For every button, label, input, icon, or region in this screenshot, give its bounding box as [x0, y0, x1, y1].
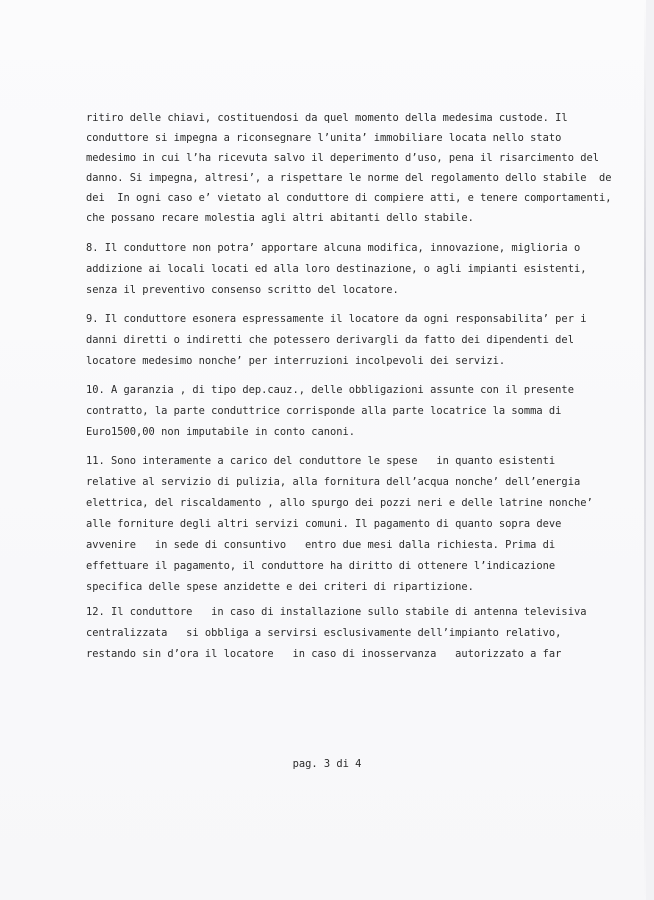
text-line: medesimo in cui l’ha ricevuta salvo il deperimento d’uso, pena il risarcimento del — [86, 152, 599, 164]
clause-11-line: effettuare il pagamento, il conduttore ha diritto di ottenere l’indicazione — [86, 560, 556, 572]
clause-8-line: addizione ai locali locati ed alla loro destinazione, o agli impianti esistenti, — [86, 263, 587, 275]
clause-9-line: 9. Il conduttore esonera espressamente il locatore da ogni responsabilita’ per i — [86, 313, 587, 325]
clause-12-line: restando sin d’ora il locatore in caso di inosservanza autorizzato a far — [86, 648, 562, 660]
clause-11-line: elettrica, del riscaldamento , allo spurgo dei pozzi neri e delle latrine nonche’ — [86, 497, 593, 509]
clause-10-line: 10. A garanzia , di tipo dep.cauz., delle obbligazioni assunte con il presente — [86, 384, 574, 396]
clause-10-line: contratto, la parte conduttrice corrisponde alla parte locatrice la somma di — [86, 405, 562, 417]
text-line: che possano recare molestia agli altri abitanti dello stabile. — [86, 212, 474, 224]
clause-9-line: locatore medesimo nonche’ per interruzioni incolpevoli dei servizi. — [86, 355, 506, 367]
clause-11-line: relative al servizio di pulizia, alla fornitura dell’acqua nonche’ dell’energia — [86, 476, 581, 488]
clause-11-line: alle forniture degli altri servizi comuni. Il pagamento di quanto sopra deve — [86, 518, 562, 530]
clause-8-line: 8. Il conduttore non potra’ apportare alcuna modifica, innovazione, miglioria o — [86, 242, 581, 254]
text-line: danno. Si impegna, altresi’, a rispettare le norme del regolamento dello stabile de — [86, 172, 612, 184]
clause-12-line: 12. Il conduttore in caso di installazione sullo stabile di antenna televisiva — [86, 606, 587, 618]
text-line: ritiro delle chiavi, costituendosi da quel momento della medesima custode. Il — [86, 112, 568, 124]
clause-11-line: 11. Sono interamente a carico del conduttore le spese in quanto esistenti — [86, 455, 556, 467]
clause-8-line: senza il preventivo consenso scritto del locatore. — [86, 284, 399, 296]
text-line: dei In ogni caso e’ vietato al conduttore di compiere atti, e tenere comportamenti, — [86, 192, 612, 204]
page-number: pag. 3 di 4 — [292, 758, 362, 770]
clause-11-line: avvenire in sede di consuntivo entro due mesi dalla richiesta. Prima di — [86, 539, 556, 551]
clause-10-line: Euro1500,00 non imputabile in conto canoni. — [86, 426, 355, 438]
clause-12-line: centralizzata si obbliga a servirsi esclusivamente dell’impianto relativo, — [86, 627, 562, 639]
clause-9-line: danni diretti o indiretti che potessero derivargli da fatto dei dipendenti del — [86, 334, 574, 346]
text-line: conduttore si impegna a riconsegnare l’unita’ immobiliare locata nello stato — [86, 132, 562, 144]
clause-11-line: specifica delle spese anzidette e dei criteri di ripartizione. — [86, 581, 474, 593]
